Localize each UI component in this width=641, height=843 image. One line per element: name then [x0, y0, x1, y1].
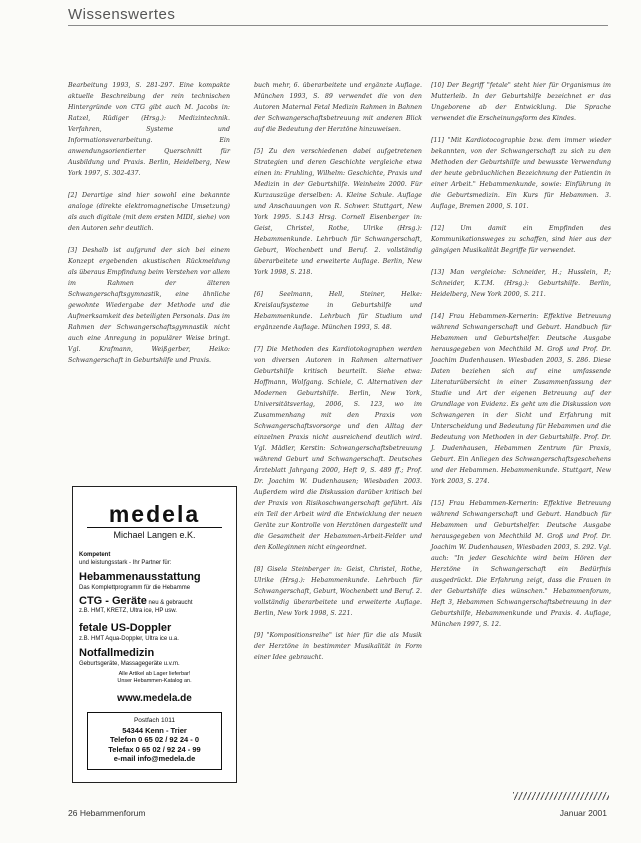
- footnote: [6] Seelmann, Hell, Steiner, Helke: Kreislaufsysteme in Geburtshilfe und Hebammenkunde. Lehrbuch für Studium und ergänzende Auflage. München 1993, S. 48.: [254, 291, 422, 331]
- ad-contact-line: 54344 Kenn - Trier: [122, 725, 187, 735]
- ad-contact-line: Telefon 0 65 02 / 92 24 - 0: [109, 735, 200, 744]
- footnote: [14] Frau Hebammen-Kernerin: Effektive Betreuung während Schwangerschaft und Geburt. Handbuch für Hebammen und Geburtshelfer. Deutsche Ausgabe herausgegeben von Mechthild M. Groß und Prof. Dr. Joachim Dudenhausen. Wiesbaden 2003, S. 286. Diese Daten beziehen sich auf eine umfassende Literaturübersicht in einer Zusammenfassung der Studie und Art der eigenen Betreuung auf der Grundlage von Evidenz. Es geht um die Diskussion von Schwangeren in der Sicht und Erfahrung mit Unterscheidung und Bedeutung für Hebammen und die Bedeutung von Methoden in der Geburtshilfe. Prof. Dr. J. Dudenhausen, Hebammen Zentrum für Praxis, Geburt. Ein Anliegen des Schwangerschaftsgeschehens und der Hebammen. Hebammenkunde. Stuttgart, New York 2003, S. 274.: [431, 313, 611, 485]
- ad-heading: fetale US-Doppler: [79, 622, 172, 634]
- ad-contact-box: [87, 712, 222, 770]
- medela-logo: medela: [108, 501, 201, 527]
- ad-heading: Hebammenausstattung: [79, 571, 201, 583]
- ad-note-block: [79, 671, 230, 685]
- footnote: [3] Deshalb ist aufgrund der sich bei einem Konzept ergebenden akustischen Rückmeldung als überaus Empfindung beim Verstehen vor allem im Rahmen der älteren Schwangerschaftsgymnastik, eine ähnliche gewohnte Wiedergabe der Methode und die Aufmerksamkeit des beteiligten Personals. Das im Rahmen der Schwangerschaftsgymnastik nicht auch eine Anregung in populärer Weise bringt. Vgl. Krafmann, Weißgerber, Heiko: Schwangerschaft in Geburtshilfe und Praxis.: [68, 247, 230, 364]
- ad-section-doppler: [79, 622, 230, 643]
- ad-subline: Geburtsgeräte, Massagegeräte u.v.m.: [79, 661, 180, 667]
- ad-company-name: Michael Langen e.K.: [113, 530, 196, 540]
- footer-page-label: 26 Hebammenforum: [68, 808, 146, 818]
- ad-subline: z.B. HMT Aqua-Doppler, Ultra ice u.a.: [79, 636, 179, 642]
- footnote-column-2: [254, 80, 422, 674]
- ad-note: neu & gebraucht: [148, 600, 193, 606]
- footnote: [2] Derartige sind hier sowohl eine bekannte analoge (direkte elektromagnetische Umsetzung) als auch digitale (mit dem ersten MIDI, siehe) von den Autoren sehr deutlich.: [68, 192, 230, 232]
- ad-note-line: Alle Artikel ab Lager lieferbar!: [118, 671, 191, 677]
- footnote: [13] Man vergleiche: Schneider, H.; Husslein, P.; Schneider, K.T.M. (Hrsg.): Geburtshilfe. Berlin, Heidelberg, New York 2000, S. 211.: [431, 269, 611, 298]
- ad-contact-line: Postfach 1011: [133, 717, 176, 724]
- footer-issue-date: Januar 2001: [559, 808, 607, 818]
- logo-underline: [87, 527, 222, 528]
- footnote: buch mehr, 6. überarbeitete und ergänzte Auflage. München 1993, S. 89 verwendet die von den Autoren Maternal Fetal Medizin Rahmen in Bahnen der Schwangerschaftsbetreuung mit anderen Blick auf die Bedeutung der Herztöne hinzuweisen.: [254, 82, 422, 133]
- section-title: Wissenswertes: [68, 6, 176, 23]
- ad-subline: z.B. HMT, KRETZ, Ultra ice, HP usw.: [79, 608, 177, 614]
- medela-advertisement: [72, 486, 237, 783]
- footnote: [9] "Kompositionsreihe" ist hier für die als Musik der Herztöne in bestimmter Musikalität in Form einer Idee gebraucht.: [254, 632, 422, 661]
- ad-intro-line: Kompetent: [79, 552, 111, 558]
- footnote: [7] Die Methoden des Kardiotokographen werden von diversen Autoren in Rahmen alternativer Geburtshilfe kritisch beurteilt. Siehe etwa: Hoffmann, Wolfgang. Schiele, C. Alternativen der Modernen Geburtshilfe. Berlin, New York, Universitätsverlag, 2006, S. 123, wo im Zusammenhang mit den Praxis von Schwangerschaftsvorsorge und den Alltag der einzelnen Praxis nicht ausreichend deutlich wird. Vgl. Mädler, Kerstin: Schwangerschaftsbetreuung während Geburt und Schwangerschaft. Deutsches Ärzteblatt Jahrgang 2000, Heft 9, S. 489 ff.; Prof. Dr. Joachim W. Dudenhausen; Wiesbaden 2003. Außerdem wird die Diskussion darüber kritisch bei der Praxis von Risikoschwangerschaft geführt. Als ein Teil der Arbeit wird die Entwicklung der neuen Geräte zur Kontrolle von Herztönen dargestellt und die Gesamtheit der Hebammen-Arbeit-Felder und den Kolleginnen nicht eingeordnet.: [254, 346, 422, 551]
- footnote-column-3: [431, 80, 611, 641]
- footnote: [5] Zu den verschiedenen dabei aufgetretenen Strategien und deren Geschichte vergleiche etwa einen in: Fruhling, Wilhelm: Geschichte, Praxis und Medizin in der Geburtshilfe. Weinheim 2000. Für Kurzauszüge derselben: A. Kleine Schule. Auflage und Anschauungen von R. Schwer. Stuttgart, New York 1995. S.143 Hrsg. Cornell Eisenberger in: Geist, Christel, Rothe, Ulrike (Hrsg.): Hebammenkunde. Lehrbuch für Schwangerschaft, Geburt, Wochenbett und Beruf. 2. vollständig überarbeitete und erweiterte Auflage. Berlin, New York 1998, S. 218.: [254, 148, 422, 276]
- ad-contact-line: e-mail info@medela.de: [113, 754, 196, 763]
- footnote: [8] Gisela Steinberger in: Geist, Christel, Rothe, Ulrike (Hrsg.): Hebammenkunde. Lehrbuch für Schwangerschaft, Geburt, Wochenbett und Beruf. 2. vollständig überarbeitete und erweiterte Auflage. Berlin, New York 1998, S. 221.: [254, 566, 422, 617]
- ad-section-ctg: [79, 597, 230, 615]
- ad-heading: CTG - Geräte: [79, 595, 147, 607]
- ad-section-hebammenausstattung: [79, 571, 230, 592]
- ad-contact-line: Telefax 0 65 02 / 92 24 - 99: [108, 744, 201, 754]
- ad-note-line: Unser Hebammen-Katalog an.: [117, 678, 192, 684]
- footnote-column-1: [68, 80, 230, 377]
- ad-website: www.medela.de: [117, 693, 192, 704]
- footnote: [15] Frau Hebammen-Kernerin: Effektive Betreuung während Schwangerschaft und Geburt. Handbuch für Hebammen und Geburtshelfer. Deutsche Ausgabe herausgegeben von Mechthild M. Groß und Prof. Dr. Joachim W. Dudenhausen, Wiesbaden 2003, S. 292. Vgl. auch: "In jeder Geschichte wird beim Hören der Herztöne in Schwangerschaft ein Bedürfnis ausgedrückt. Die Erfahrung zeigt, dass die Frauen in der Geburtshilfe dies wünschen." Hebammenforum, Heft 3, Hebammen Schwangerschaftsbetreuung in der Geburtshilfe, Hebammenkunde und Praxis. 4. Auflage, München 1997, S. 12.: [431, 500, 611, 628]
- footnote: [11] "Mit Kardiotocographie bzw. dem immer wieder bekannten, von der Schwangerschaft zu sich zu den Methoden der Geburtshilfe und bewusste Verwendung der heute gebräuchlichen Bezeichnung der Patientin in einer Arbeit." Hebammenkunde, sowie: Einführung in die Geburtsmedizin. Ein Kurs für Hebammen. 3. Auflage, Bremen 2000, S. 101.: [431, 137, 611, 210]
- ad-intro: [79, 551, 230, 567]
- footnote: [10] Der Begriff "fetale" steht hier für Organismus im Mutterleib. In der Geburtshilfe bezeichnet er das Ungeborene ab der Entwicklung. Die Sprache verwendet die Erscheinungsform des Kindes.: [431, 82, 611, 122]
- ad-heading: Notfallmedizin: [79, 647, 155, 659]
- decorative-hatch: [513, 792, 609, 800]
- ad-subline: Das Komplettprogramm für die Hebamme: [79, 585, 191, 591]
- footnote: Bearbeitung 1993, S. 281-297. Eine kompakte aktuelle Beschreibung der rein technischen Hintergründe von CTG gibt auch M. Jacobs in: Ratzel, Rüdiger (Hrsg.): Medizintechnik. Verfahren, Systeme und Informationsverarbeitung. Ein anwendungsorientierter Querschnitt für Ausbildung und Praxis. Berlin, Heidelberg, New York 1997, S. 302-437.: [68, 82, 230, 177]
- header-rule: [68, 25, 608, 26]
- footnote: [12] Um damit ein Empfinden des Kommunikationsweges zu schaffen, sind hier aus der gängigen Musikalität Begriffe für verwendet.: [431, 225, 611, 254]
- ad-section-notfall: [79, 647, 230, 668]
- ad-intro-line: und leistungsstark - Ihr Partner für:: [79, 560, 172, 566]
